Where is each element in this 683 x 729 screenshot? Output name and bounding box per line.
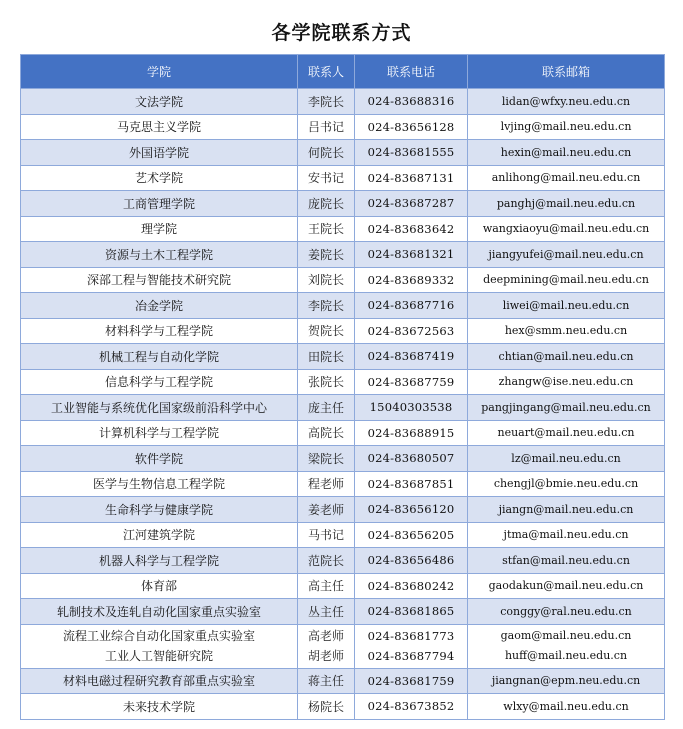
phone-cell-text: 024-83687419 <box>367 349 455 364</box>
school-cell <box>21 497 298 523</box>
phone-cell-text: 024-83681759 <box>367 673 455 688</box>
school-cell <box>21 191 298 217</box>
contact-person-cell-text: 吕书记 <box>307 120 344 135</box>
phone-cell-text: 024-83683642 <box>367 221 455 236</box>
email-cell-text[interactable]: zhangw@ise.neu.edu.cn <box>498 375 634 389</box>
table-row <box>21 471 665 497</box>
email-cell <box>468 242 665 268</box>
school-cell-text: 机械工程与自动化学院 <box>98 349 219 364</box>
school-cell <box>21 624 298 668</box>
email-cell <box>468 293 665 319</box>
email-cell-text[interactable]: jtma@mail.neu.edu.cn <box>503 528 629 542</box>
email-cell-text[interactable]: anlihong@mail.neu.edu.cn <box>491 171 641 185</box>
phone-cell <box>355 573 468 599</box>
email-cell-text[interactable]: jiangyufei@mail.neu.edu.cn <box>488 247 644 261</box>
contact-person-cell-text: 马书记 <box>307 528 344 543</box>
email-cell <box>468 599 665 625</box>
phone-cell <box>355 522 468 548</box>
table-row <box>21 318 665 344</box>
contact-person-cell <box>298 548 355 574</box>
phone-cell-text: 024-83687131 <box>367 170 455 185</box>
email-cell-text[interactable]: gaodakun@mail.neu.edu.cn <box>488 579 644 593</box>
contact-person-cell-text: 刘院长 <box>307 273 344 288</box>
school-cell-text: 未来技术学院 <box>122 699 195 714</box>
school-cell-text: 材料电磁过程研究教育部重点实验室 <box>62 674 255 689</box>
contact-person-cell <box>298 165 355 191</box>
table-row <box>21 599 665 625</box>
email-cell <box>468 267 665 293</box>
table-row <box>21 216 665 242</box>
table-row <box>21 694 665 720</box>
contact-person-cell-text: 安书记 <box>307 171 344 186</box>
school-cell-text: 计算机科学与工程学院 <box>98 426 219 441</box>
phone-cell-text: 024-83688316 <box>367 94 455 109</box>
table-row <box>21 369 665 395</box>
phone-cell <box>355 420 468 446</box>
email-cell <box>468 420 665 446</box>
phone-cell-text: 024-83656205 <box>367 527 455 542</box>
table-row <box>21 420 665 446</box>
contact-person-cell-text: 丛主任 <box>307 604 344 619</box>
email-cell-text[interactable]: liwei@mail.neu.edu.cn <box>502 298 630 312</box>
school-cell <box>21 140 298 166</box>
email-cell-text[interactable]: lvjing@mail.neu.edu.cn <box>500 120 632 134</box>
email-cell <box>468 446 665 472</box>
phone-cell-text: 024-83689332 <box>367 272 455 287</box>
school-cell <box>21 471 298 497</box>
table-row <box>21 395 665 421</box>
phone-cell-text: 024-83656120 <box>367 502 455 517</box>
school-cell-text: 深部工程与智能技术研究院 <box>86 273 231 288</box>
phone-cell-text: 024-83673852 <box>367 699 455 714</box>
contact-person-cell-text: 张院长 <box>307 375 344 390</box>
email-cell <box>468 140 665 166</box>
contact-person-cell <box>298 599 355 625</box>
phone-cell <box>355 191 468 217</box>
email-cell <box>468 471 665 497</box>
table-row <box>21 165 665 191</box>
page-title: 各学院联系方式 <box>271 22 412 44</box>
school-cell <box>21 369 298 395</box>
email-cell <box>468 191 665 217</box>
phone-cell <box>355 497 468 523</box>
contact-person-cell <box>298 497 355 523</box>
email-cell-text[interactable]: deepmining@mail.neu.edu.cn <box>483 273 649 287</box>
contact-person-cell <box>298 191 355 217</box>
phone-cell <box>355 140 468 166</box>
email-cell-text[interactable]: wlxy@mail.neu.edu.cn <box>503 699 629 713</box>
contact-person-cell <box>298 242 355 268</box>
contact-person-cell <box>298 293 355 319</box>
school-cell-text: 工业人工智能研究院 <box>104 649 213 663</box>
phone-cell <box>355 267 468 293</box>
phone-cell-text: 024-83687716 <box>367 298 455 313</box>
contact-person-cell-text: 李院长 <box>307 298 344 313</box>
email-cell-text[interactable]: jiangn@mail.neu.edu.cn <box>498 502 634 516</box>
table-body <box>21 89 665 720</box>
contact-person-cell-text: 何院长 <box>307 145 344 160</box>
phone-cell-text: 024-83680507 <box>367 451 455 466</box>
email-cell-text[interactable]: lidan@wfxy.neu.edu.cn <box>501 94 631 108</box>
school-cell-text: 机器人科学与工程学院 <box>98 553 219 568</box>
school-cell <box>21 420 298 446</box>
school-cell-text: 理学院 <box>140 222 177 237</box>
phone-cell <box>355 395 468 421</box>
table-header-row <box>21 55 665 89</box>
phone-cell-text: 024-83656486 <box>367 553 455 568</box>
school-cell-text: 信息科学与工程学院 <box>104 375 213 390</box>
contact-person-cell <box>298 624 355 668</box>
phone-cell <box>355 114 468 140</box>
table-row <box>21 293 665 319</box>
contact-person-cell-text: 贺院长 <box>307 324 344 339</box>
header-person: 联系人 <box>298 55 355 89</box>
phone-cell <box>355 599 468 625</box>
email-cell-text[interactable]: lz@mail.neu.edu.cn <box>511 451 621 465</box>
school-cell <box>21 599 298 625</box>
phone-cell-text: 024-83681865 <box>367 604 455 619</box>
school-cell <box>21 522 298 548</box>
contact-person-cell <box>298 216 355 242</box>
contact-person-cell <box>298 344 355 370</box>
email-cell-text[interactable]: pangjingang@mail.neu.edu.cn <box>481 400 651 414</box>
school-cell-text: 外国语学院 <box>128 145 189 160</box>
email-cell <box>468 624 665 668</box>
contact-person-cell <box>298 446 355 472</box>
phone-cell <box>355 242 468 268</box>
contact-person-cell-text: 田院长 <box>307 349 344 364</box>
school-cell-text: 轧制技术及连轧自动化国家重点实验室 <box>56 604 261 619</box>
email-cell <box>468 216 665 242</box>
phone-cell <box>355 216 468 242</box>
contact-person-cell <box>298 140 355 166</box>
school-cell-text: 体育部 <box>140 579 177 594</box>
email-cell-text[interactable]: wangxiaoyu@mail.neu.edu.cn <box>482 222 650 236</box>
contact-person-cell-text: 胡老师 <box>307 649 344 663</box>
email-cell-text[interactable]: chengjl@bmie.neu.edu.cn <box>493 477 639 491</box>
phone-cell-text: 024-83681555 <box>367 145 455 160</box>
phone-cell-text: 024-83687794 <box>367 649 455 663</box>
contact-person-cell <box>298 668 355 694</box>
school-cell <box>21 694 298 720</box>
header-phone: 联系电话 <box>355 55 468 89</box>
table-row <box>21 140 665 166</box>
contact-person-cell-text: 姜院长 <box>307 247 344 262</box>
email-cell <box>468 694 665 720</box>
email-cell-text[interactable]: gaom@mail.neu.edu.cn <box>500 629 632 642</box>
email-cell <box>468 89 665 115</box>
contact-person-cell-text: 李院长 <box>307 94 344 109</box>
school-cell-text: 流程工业综合自动化国家重点实验室 <box>62 629 255 643</box>
email-cell <box>468 497 665 523</box>
email-cell <box>468 522 665 548</box>
contact-table <box>20 54 665 720</box>
contact-person-cell <box>298 318 355 344</box>
school-cell-text: 软件学院 <box>134 451 183 466</box>
phone-cell-text: 024-83687851 <box>367 476 455 491</box>
contact-person-cell-text: 高老师 <box>307 629 344 643</box>
phone-cell <box>355 369 468 395</box>
phone-cell-text: 024-83672563 <box>367 323 455 338</box>
school-cell-text: 马克思主义学院 <box>116 120 201 135</box>
phone-cell <box>355 344 468 370</box>
table-row <box>21 573 665 599</box>
phone-cell <box>355 446 468 472</box>
table-row <box>21 267 665 293</box>
phone-cell-text: 024-83680242 <box>367 578 455 593</box>
contact-person-cell <box>298 267 355 293</box>
school-cell-text: 江河建筑学院 <box>122 528 195 543</box>
table-row <box>21 624 665 668</box>
email-cell-text[interactable]: hex@smm.neu.edu.cn <box>504 324 628 338</box>
school-cell <box>21 216 298 242</box>
phone-cell <box>355 548 468 574</box>
school-cell <box>21 548 298 574</box>
school-cell <box>21 114 298 140</box>
contact-person-cell-text: 蒋主任 <box>307 674 344 689</box>
contact-person-cell <box>298 114 355 140</box>
school-cell <box>21 395 298 421</box>
email-cell <box>468 114 665 140</box>
school-cell <box>21 668 298 694</box>
email-cell <box>468 165 665 191</box>
contact-person-cell-text: 梁院长 <box>307 451 344 466</box>
phone-cell-text: 024-83687287 <box>367 196 455 211</box>
email-cell <box>468 548 665 574</box>
contact-person-cell <box>298 395 355 421</box>
table-row <box>21 548 665 574</box>
school-cell <box>21 293 298 319</box>
contact-person-cell-text: 范院长 <box>307 553 344 568</box>
header-email: 联系邮箱 <box>468 55 665 89</box>
email-cell-text[interactable]: conggy@ral.neu.edu.cn <box>500 604 632 618</box>
contact-person-cell-text: 程老师 <box>307 477 344 492</box>
school-cell-text: 工商管理学院 <box>122 196 195 211</box>
contact-person-cell-text: 高主任 <box>307 579 344 594</box>
contact-person-cell-text: 高院长 <box>307 426 344 441</box>
phone-cell <box>355 471 468 497</box>
table-row <box>21 497 665 523</box>
phone-cell <box>355 89 468 115</box>
school-cell <box>21 318 298 344</box>
table-row <box>21 668 665 694</box>
contact-person-cell-text: 庞主任 <box>307 400 344 415</box>
school-cell <box>21 242 298 268</box>
phone-cell-text: 024-83681321 <box>367 247 455 262</box>
phone-cell-text: 024-83687759 <box>367 374 455 389</box>
phone-cell <box>355 293 468 319</box>
table-row <box>21 522 665 548</box>
contact-person-cell-text: 庞院长 <box>307 196 344 211</box>
contact-person-cell <box>298 420 355 446</box>
email-cell-text[interactable]: chtian@mail.neu.edu.cn <box>498 349 634 363</box>
contact-person-cell-text: 姜老师 <box>307 502 344 517</box>
email-cell <box>468 395 665 421</box>
school-cell <box>21 89 298 115</box>
phone-cell-text: 024-83656128 <box>367 119 455 134</box>
school-cell-text: 文法学院 <box>134 94 183 109</box>
email-cell <box>468 369 665 395</box>
phone-cell-text: 15040303538 <box>369 400 453 415</box>
email-cell-text[interactable]: neuart@mail.neu.edu.cn <box>497 426 635 440</box>
contact-person-cell <box>298 573 355 599</box>
contact-person-cell <box>298 369 355 395</box>
contact-person-cell <box>298 471 355 497</box>
email-cell-text[interactable]: panghj@mail.neu.edu.cn <box>496 196 636 210</box>
email-cell <box>468 573 665 599</box>
school-cell-text: 冶金学院 <box>134 298 183 313</box>
contact-person-cell-text: 王院长 <box>307 222 344 237</box>
contact-person-cell <box>298 89 355 115</box>
school-cell <box>21 446 298 472</box>
email-cell-text[interactable]: jiangnan@epm.neu.edu.cn <box>491 674 641 688</box>
header-school: 学院 <box>21 55 298 89</box>
school-cell-text: 工业智能与系统优化国家级前沿科学中心 <box>50 400 267 415</box>
email-cell-text[interactable]: huff@mail.neu.edu.cn <box>504 649 628 662</box>
phone-cell <box>355 624 468 668</box>
school-cell <box>21 573 298 599</box>
phone-cell-text: 024-83681773 <box>367 629 455 643</box>
phone-cell <box>355 694 468 720</box>
table-row <box>21 114 665 140</box>
school-cell-text: 生命科学与健康学院 <box>104 502 213 517</box>
school-cell-text: 艺术学院 <box>134 171 183 186</box>
phone-cell <box>355 318 468 344</box>
table-row <box>21 446 665 472</box>
table-row <box>21 242 665 268</box>
table-row <box>21 89 665 115</box>
school-cell-text: 资源与土木工程学院 <box>104 247 213 262</box>
contact-person-cell-text: 杨院长 <box>307 699 344 714</box>
phone-cell <box>355 668 468 694</box>
email-cell-text[interactable]: hexin@mail.neu.edu.cn <box>500 145 632 159</box>
email-cell <box>468 344 665 370</box>
contact-person-cell <box>298 694 355 720</box>
school-cell <box>21 165 298 191</box>
school-cell-text: 医学与生物信息工程学院 <box>92 477 225 492</box>
table-row <box>21 191 665 217</box>
school-cell <box>21 344 298 370</box>
school-cell <box>21 267 298 293</box>
email-cell <box>468 668 665 694</box>
contact-person-cell <box>298 522 355 548</box>
school-cell-text: 材料科学与工程学院 <box>104 324 213 339</box>
email-cell-text[interactable]: stfan@mail.neu.edu.cn <box>502 553 630 567</box>
phone-cell-text: 024-83688915 <box>367 425 455 440</box>
phone-cell <box>355 165 468 191</box>
table-row <box>21 344 665 370</box>
email-cell <box>468 318 665 344</box>
